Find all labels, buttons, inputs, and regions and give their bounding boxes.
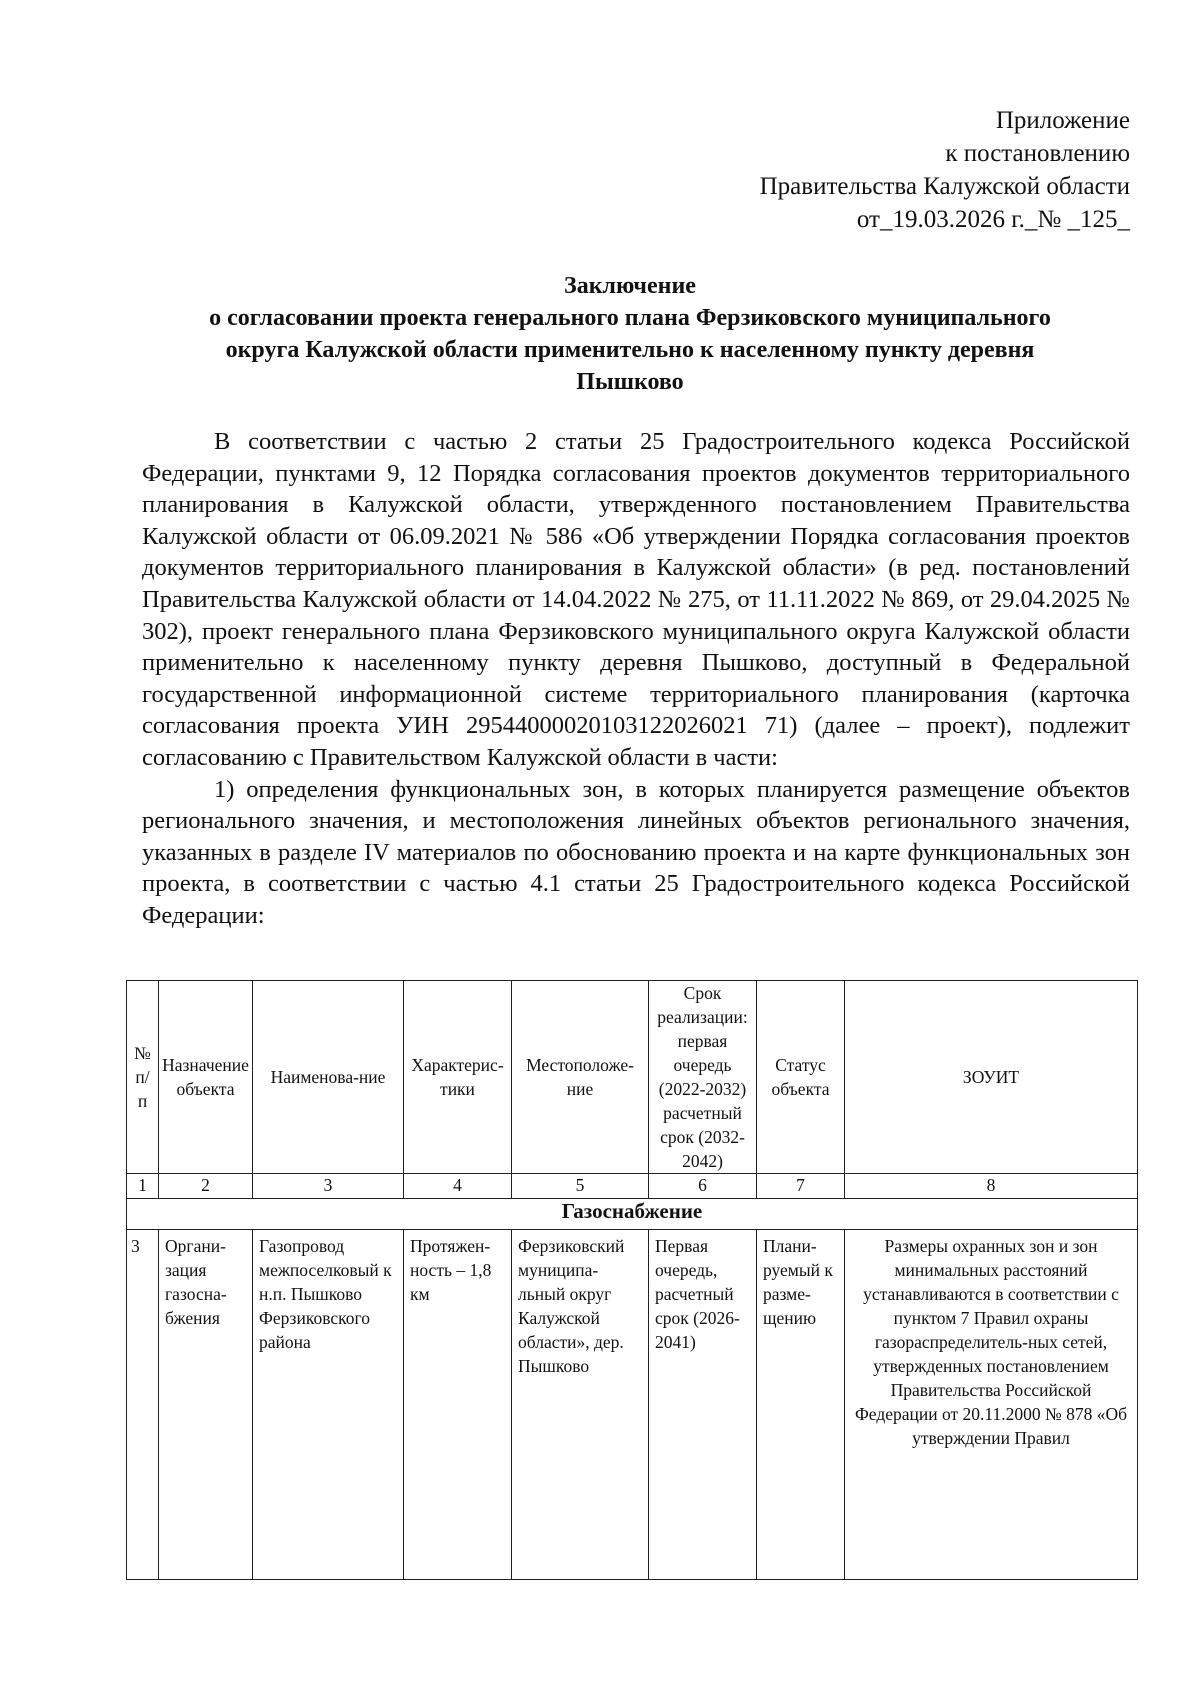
header-cell-num: № п/ п: [127, 981, 159, 1174]
column-number: 5: [512, 1174, 649, 1199]
header-cell-location: Местоположе-ние: [512, 981, 649, 1174]
appendix-line-3: Правительства Калужской области: [759, 173, 1130, 200]
title-line-4: Пышково: [576, 369, 684, 395]
appendix-line-2: к постановлению: [945, 140, 1130, 167]
header-cell-zouit: ЗОУИТ: [845, 981, 1138, 1174]
column-number: 7: [757, 1174, 845, 1199]
row-cell-name: Газопровод межпоселковый к н.п. Пышково Ферзиковского района: [253, 1230, 404, 1580]
row-cell-num: 3: [127, 1230, 159, 1580]
section-title: Газоснабжение: [127, 1199, 1138, 1230]
column-number: 2: [159, 1174, 253, 1199]
header-cell-name: Наименова-ние: [253, 981, 404, 1174]
row-cell-location: Ферзиковский муниципа-льный округ Калужской области», дер. Пышково: [512, 1230, 649, 1580]
row-cell-zouit: Размеры охранных зон и зон минимальных расстояний устанавливаются в соответствии с пунктом 7 Правил охраны газораспределитель-ных сетей, утвержденных постановлением Правительства Российской Федерации от 20.11.2000 № 878 «Об утверждении Правил: [845, 1230, 1138, 1580]
table-row: [127, 1230, 1138, 1580]
header-cell-term: Срок реализации: первая очередь (2022-2032) расчетный срок (2032-2042): [649, 981, 757, 1174]
objects-table: [126, 980, 1138, 1580]
column-number: 3: [253, 1174, 404, 1199]
body-text: [142, 426, 1130, 932]
table-column-numbers-row: [127, 1174, 1138, 1199]
table-header-row: [127, 981, 1138, 1174]
column-number: 4: [404, 1174, 512, 1199]
header-cell-status: Статус объекта: [757, 981, 845, 1174]
header-cell-purpose: Назначение объекта: [159, 981, 253, 1174]
column-number: 8: [845, 1174, 1138, 1199]
appendix-line-4: от_19.03.2026 г._№ _125_: [856, 206, 1130, 233]
title-line-1: Заключение: [564, 273, 696, 299]
column-number: 1: [127, 1174, 159, 1199]
table-section-row: [127, 1199, 1138, 1230]
header-cell-characteristics: Характерис-тики: [404, 981, 512, 1174]
row-cell-status: Плани-руемый к разме-щению: [757, 1230, 845, 1580]
row-cell-term: Первая очередь, расчетный срок (2026-2041): [649, 1230, 757, 1580]
appendix-line-1: Приложение: [995, 107, 1130, 134]
title-line-2: о согласовании проекта генерального плана Ферзиковского муниципального: [209, 305, 1051, 331]
appendix-block: [760, 104, 1130, 236]
document-title: [170, 270, 1090, 398]
paragraph-1: В соответствии с частью 2 статьи 25 Градостроительного кодекса Российской Федерации, пунктами 9, 12 Порядка согласования проектов документов территориального планирования в Калужской области, утвержденного постановлением Правительства Калужской области от 06.09.2021 № 586 «Об утверждении Порядка согласования проектов документов территориального планирования в Калужской области» (в ред. постановлений Правительства Калужской области от 14.04.2022 № 275, от 11.11.2022 № 869, от 29.04.2025 № 302), проект генерального плана Ферзиковского муниципального округа Калужской области применительно к населенному пункту деревня Пышково, доступный в Федеральной государственной информационной системе территориального планирования (карточка согласования проекта УИН 29544000020103122026021 71) (далее – проект), подлежит согласованию с Правительством Калужской области в части:: [142, 428, 1130, 771]
paragraph-2: 1) определения функциональных зон, в которых планируется размещение объектов регионального значения, и местоположения линейных объектов регионального значения, указанных в разделе IV материалов по обоснованию проекта и на карте функциональных зон проекта, в соответствии с частью 4.1 статьи 25 Градостроительного кодекса Российской Федерации:: [142, 775, 1130, 929]
row-cell-characteristics: Протяжен-ность – 1,8 км: [404, 1230, 512, 1580]
column-number: 6: [649, 1174, 757, 1199]
row-cell-purpose: Органи-зация газосна-бжения: [159, 1230, 253, 1580]
title-line-3: округа Калужской области применительно к населенному пункту деревня: [225, 337, 1035, 363]
